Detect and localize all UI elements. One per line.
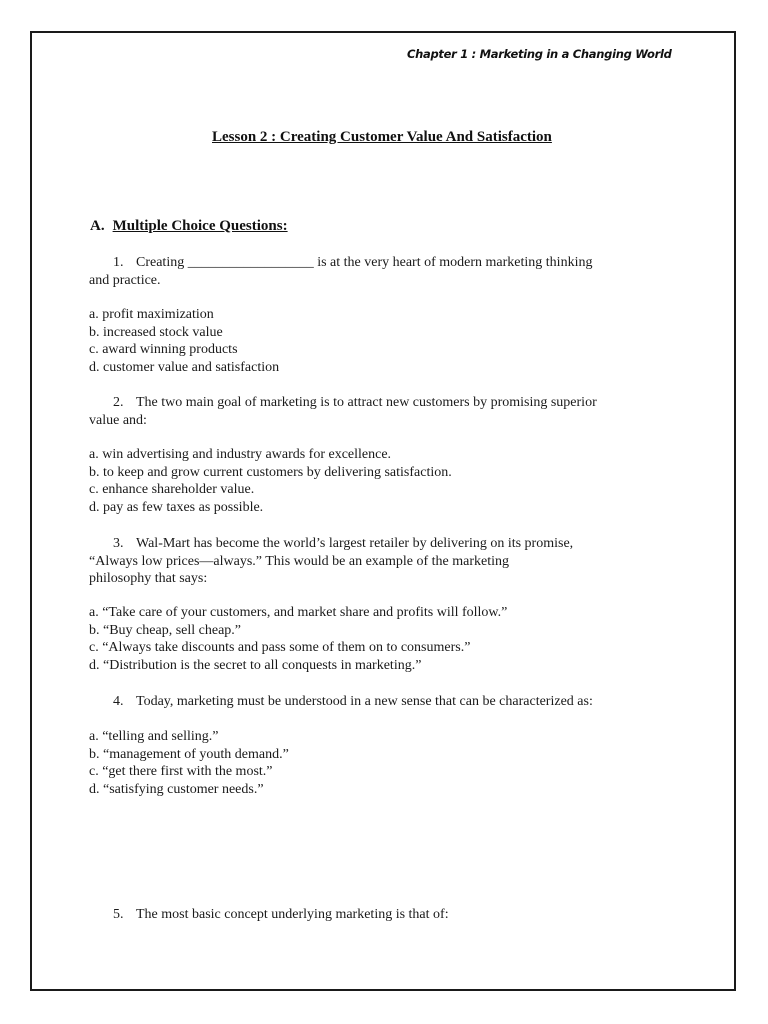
question-number: 3. [113,536,124,551]
lesson-title: Lesson 2 : Creating Customer Value And Satisfaction [212,129,552,145]
option-c: c. “get there first with the most.” [89,764,273,779]
section-title: Multiple Choice Questions: [112,218,288,234]
question-4 [89,693,649,711]
option-d: d. customer value and satisfaction [89,359,280,375]
question-text-cont: and practice. [89,272,161,288]
section-heading [90,218,288,235]
option-b: b. “Buy cheap, sell cheap.” [89,622,241,638]
question-text-cont: value and: [89,412,147,428]
section-letter: A. [90,218,105,234]
options-2 [89,446,649,516]
question-number: 1. [113,255,124,270]
option-d: d. “Distribution is the secret to all conquests in marketing.” [89,657,422,673]
option-d: d. “satisfying customer needs.” [89,781,264,797]
options-1 [89,306,649,376]
question-number: 5. [113,907,124,922]
option-b: b. increased stock value [89,324,223,340]
question-5 [89,906,649,924]
question-number: 2. [113,395,124,410]
option-a: a. profit maximization [89,307,214,322]
option-c: c. award winning products [89,342,238,357]
question-text: The most basic concept underlying marketing is that of: [136,907,449,922]
question-text-cont: “Always low prices—always.” This would be an example of the marketing [89,553,510,569]
option-c: c. enhance shareholder value. [89,482,255,497]
option-b: b. to keep and grow current customers by delivering satisfaction. [89,464,452,480]
question-1 [89,254,649,289]
question-text: Wal-Mart has become the world’s largest retailer by delivering on its promise, [136,536,574,551]
question-text: The two main goal of marketing is to attract new customers by promising superior [136,395,597,410]
options-4 [89,728,649,798]
chapter-header: Chapter 1 : Marketing in a Changing World [407,47,672,61]
option-a: a. “Take care of your customers, and market share and profits will follow.” [89,605,508,620]
option-a: a. “telling and selling.” [89,729,219,744]
question-2 [89,394,649,429]
option-c: c. “Always take discounts and pass some of them on to consumers.” [89,640,471,655]
question-number: 4. [113,694,124,709]
question-3 [89,535,649,588]
option-d: d. pay as few taxes as possible. [89,499,264,515]
question-text: Creating __________________ is at the very heart of modern marketing thinking [136,255,593,270]
option-a: a. win advertising and industry awards for excellence. [89,447,392,462]
option-b: b. “management of youth demand.” [89,746,289,762]
question-text: Today, marketing must be understood in a new sense that can be characterized as: [136,694,593,709]
question-text-cont: philosophy that says: [89,571,208,586]
options-3 [89,604,649,674]
